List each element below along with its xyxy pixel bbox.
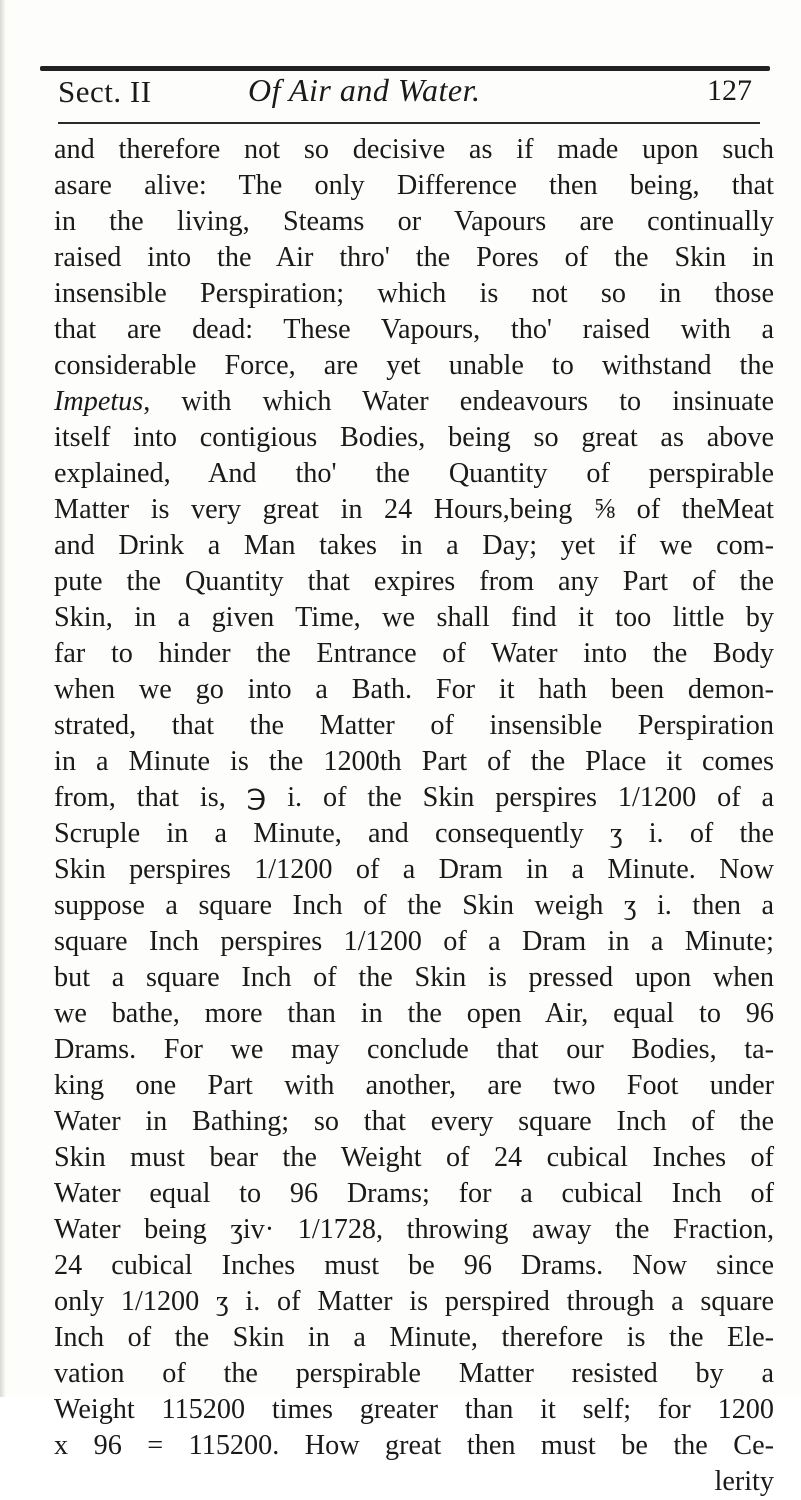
text-line: Drams. For we may conclude that our Bodies, ta- xyxy=(54,1034,774,1065)
text-line: only 1/1200 ʒ i. of Matter is perspired through a square xyxy=(54,1286,774,1317)
text-line: Skin, in a given Time, we shall find it too little by xyxy=(54,602,774,633)
text-line: Water in Bathing; so that every square Inch of the xyxy=(54,1106,774,1137)
text-line: Impetus, with which Water endeavours to insinuate xyxy=(54,386,774,417)
text-line: in the living, Steams or Vapours are continually xyxy=(54,206,774,237)
text-line: Inch of the Skin in a Minute, therefore is the Ele- xyxy=(54,1322,774,1353)
text-line: asare alive: The only Difference then being, that xyxy=(54,170,774,201)
text-line: considerable Force, are yet unable to withstand the xyxy=(54,350,774,381)
text-line: Skin perspires 1/1200 of a Dram in a Minute. Now xyxy=(54,854,774,885)
text-line: that are dead: These Vapours, tho' raised with a xyxy=(54,314,774,345)
text-line: Water equal to 96 Drams; for a cubical Inch of xyxy=(54,1178,774,1209)
text-line: from, that is, ℈ i. of the Skin perspires 1/1200 of a xyxy=(54,782,774,813)
text-line: raised into the Air thro' the Pores of the Skin in xyxy=(54,242,774,273)
text-line: and therefore not so decisive as if made upon such xyxy=(54,134,774,165)
body-text xyxy=(54,132,774,1500)
text-line: Water being ʒiv· 1/1728, throwing away the Fraction, xyxy=(54,1214,774,1245)
text-line: itself into contigious Bodies, being so great as above xyxy=(54,422,774,453)
text-line: Matter is very great in 24 Hours,being ⅝ of theMeat xyxy=(54,494,774,525)
text-line: 24 cubical Inches must be 96 Drams. Now since xyxy=(54,1250,774,1281)
text-line: in a Minute is the 1200th Part of the Place it comes xyxy=(54,746,774,777)
text-line: pute the Quantity that expires from any Part of the xyxy=(54,566,774,597)
text-line: vation of the perspirable Matter resisted by a xyxy=(54,1358,774,1389)
header-underline xyxy=(58,122,760,124)
text-line: x 96 = 115200. How great then must be the Ce- xyxy=(54,1430,774,1461)
text-line: Scruple in a Minute, and consequently ʒ i. of the xyxy=(54,818,774,849)
text-line: Skin must bear the Weight of 24 cubical Inches of xyxy=(54,1142,774,1173)
running-header xyxy=(58,68,758,122)
running-title: Of Air and Water. xyxy=(248,72,481,108)
text-line: explained, And tho' the Quantity of perspirable xyxy=(54,458,774,489)
text-line: when we go into a Bath. For it hath been demon- xyxy=(54,674,774,705)
text-line: far to hinder the Entrance of Water into the Body xyxy=(54,638,774,669)
text-line: and Drink a Man takes in a Day; yet if we com- xyxy=(54,530,774,561)
page-number: 127 xyxy=(707,74,752,107)
text-line: Weight 115200 times greater than it self; for 1200 xyxy=(54,1394,774,1425)
text-line: suppose a square Inch of the Skin weigh ʒ i. then a xyxy=(54,890,774,921)
text-line: we bathe, more than in the open Air, equal to 96 xyxy=(54,998,774,1029)
text-line: king one Part with another, are two Foot under xyxy=(54,1070,774,1101)
text-line: square Inch perspires 1/1200 of a Dram in a Minute; xyxy=(54,926,774,957)
text-line: but a square Inch of the Skin is pressed upon when xyxy=(54,962,774,993)
text-line: strated, that the Matter of insensible Perspiration xyxy=(54,710,774,741)
page-edge-shadow xyxy=(0,0,6,1397)
catchword: lerity xyxy=(714,1466,774,1497)
section-label: Sect. II xyxy=(58,74,152,109)
text-line: insensible Perspiration; which is not so in those xyxy=(54,278,774,309)
